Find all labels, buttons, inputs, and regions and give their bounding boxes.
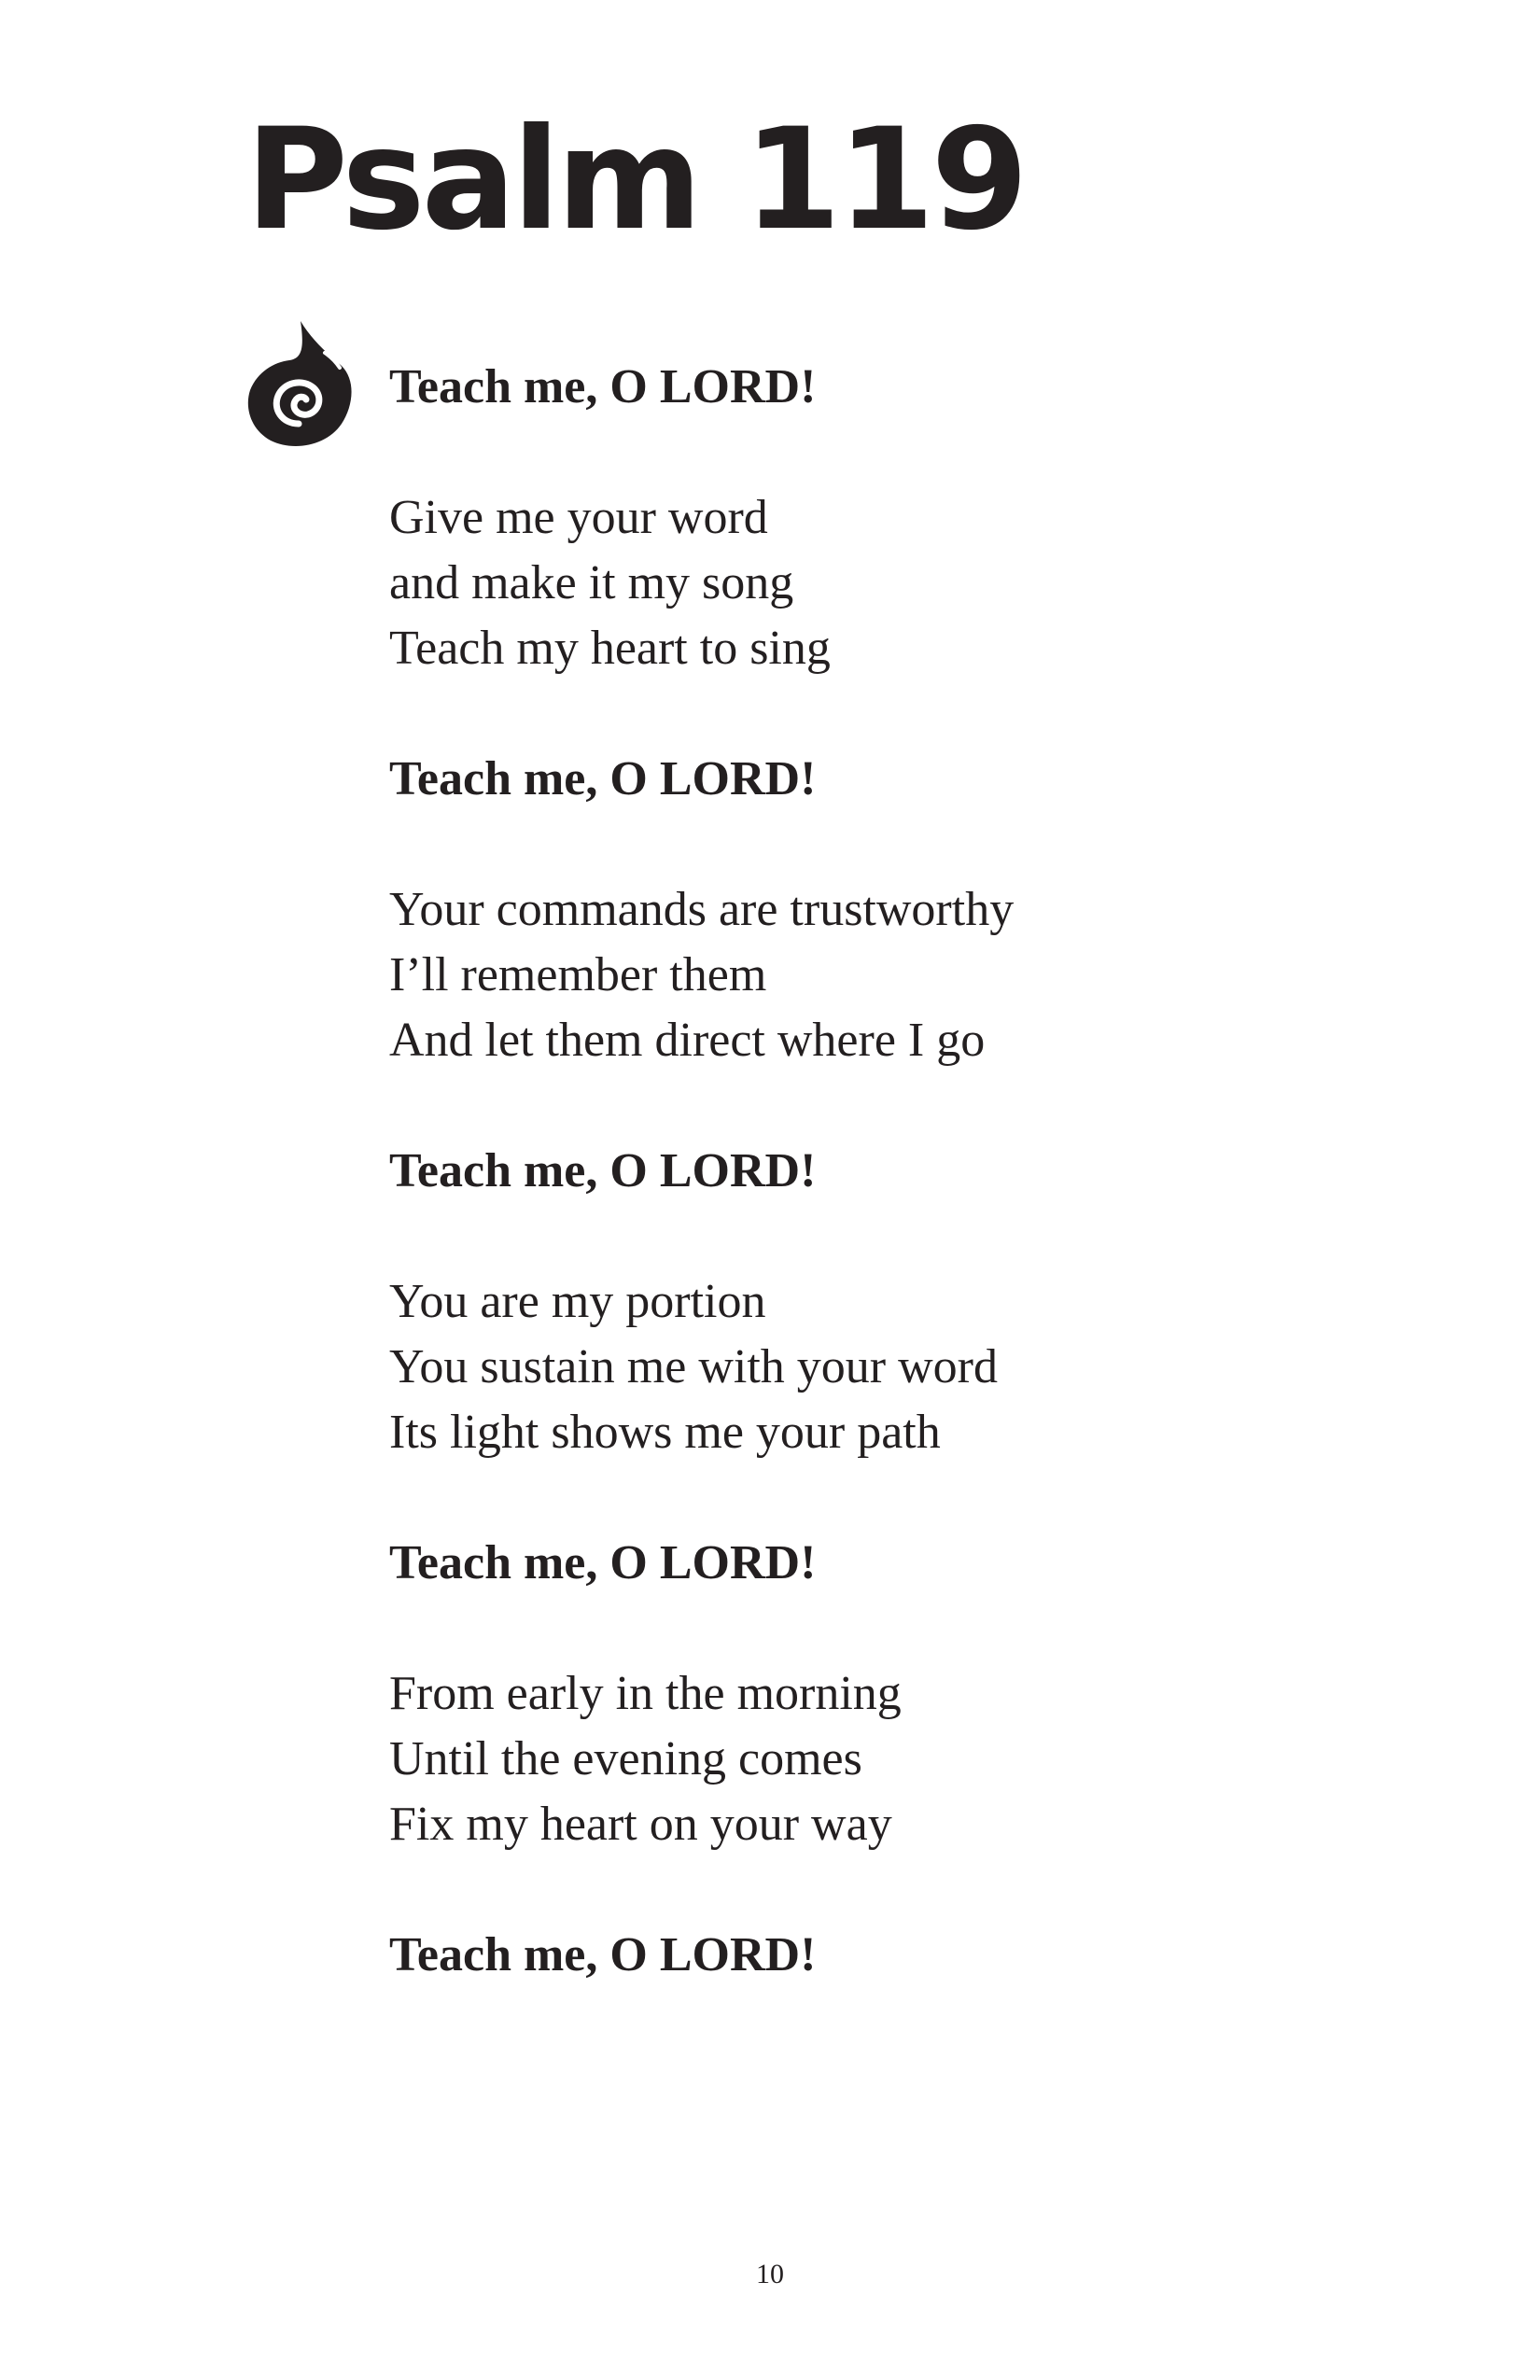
stanza-line: and make it my song <box>389 556 794 609</box>
refrain: Teach me, O LORD! <box>389 1144 817 1197</box>
stanza-line: Its light shows me your path <box>389 1406 941 1459</box>
stanza-line: You sustain me with your word <box>389 1340 998 1393</box>
refrain: Teach me, O LORD! <box>389 1928 817 1981</box>
stanza-line: You are my portion <box>389 1275 766 1328</box>
stanza-line: I’ll remember them <box>389 948 767 1001</box>
refrain: Teach me, O LORD! <box>389 360 817 413</box>
poem <box>389 355 1323 1988</box>
stanza <box>389 485 1323 681</box>
stanza-line: From early in the morning <box>389 1667 902 1720</box>
stanza-line: Your commands are trustworthy <box>389 883 1015 936</box>
spiral-flame-icon <box>245 315 353 454</box>
stanza <box>389 1269 1323 1465</box>
stanza-line: Fix my heart on your way <box>389 1798 892 1851</box>
page-number: 10 <box>756 2259 784 2289</box>
stanza <box>389 1661 1323 1857</box>
page-title: Psalm 119 <box>245 99 1025 261</box>
refrain: Teach me, O LORD! <box>389 752 817 805</box>
stanza-line: Until the evening comes <box>389 1732 862 1785</box>
stanza <box>389 877 1323 1073</box>
stanza-line: And let them direct where I go <box>389 1014 986 1067</box>
stanza-line: Teach my heart to sing <box>389 622 831 675</box>
refrain: Teach me, O LORD! <box>389 1536 817 1589</box>
stanza-line: Give me your word <box>389 491 768 544</box>
